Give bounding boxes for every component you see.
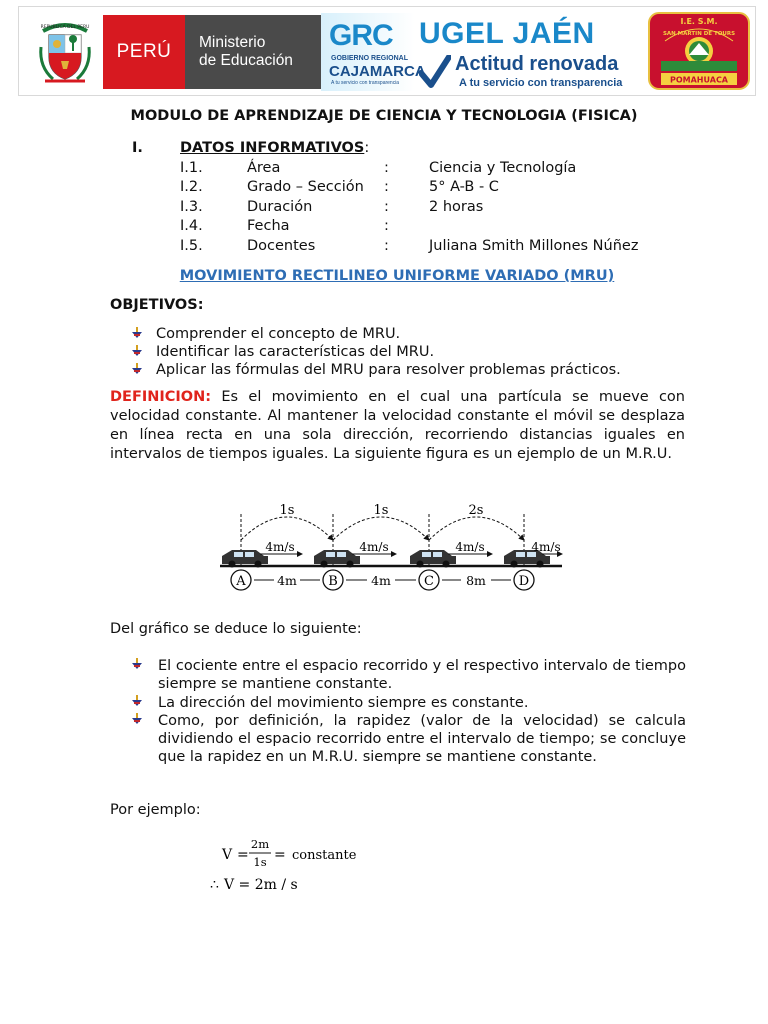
ministry-label-box — [185, 15, 321, 89]
distance-label: 4m — [277, 573, 297, 588]
info-colon: : — [384, 179, 389, 195]
speed-label: 4m/s — [531, 540, 561, 554]
info-field: Fecha — [247, 218, 290, 234]
objective-item — [130, 362, 621, 380]
ministry-line-2: de Educación — [199, 52, 293, 69]
point-label: D — [518, 574, 530, 589]
info-field: Grado – Sección — [247, 179, 364, 195]
objective-text: Aplicar las fórmulas del MRU para resolver problemas prácticos. — [156, 362, 621, 378]
deduction-text: El cociente entre el espacio recorrido y el respectivo intervalo de tiempo siempre se mantiene constante. — [158, 658, 686, 692]
deduction-item — [130, 657, 686, 693]
info-code: I.1. — [180, 160, 203, 176]
header-banner — [18, 6, 756, 96]
pushpin-bullet-icon — [130, 362, 156, 380]
deduction-text: Como, por definición, la rapidez (valor de la velocidad) se calcula dividiendo el espacio recorrido entre el intervalo de tiempo; se concluye que la rapidez en un M.R.U. siempre se mantiene constante. — [158, 713, 686, 765]
school-band-text: POMAHUACA — [669, 75, 729, 85]
grc-line-3: A tu servicio con transparencia — [331, 80, 400, 86]
info-value: 5° A-B - C — [429, 179, 499, 195]
document-title: MODULO DE APRENDIZAJE DE CIENCIA Y TECNOLOGIA (FISICA) — [130, 108, 638, 124]
pushpin-bullet-icon — [130, 657, 156, 676]
checkmark-icon — [419, 55, 451, 89]
ugel-slogan: Actitud renovada — [455, 53, 619, 75]
deduction-text: La dirección del movimiento siempre es constante. — [158, 695, 529, 711]
peru-label-box — [103, 15, 185, 89]
info-colon: : — [384, 199, 389, 215]
coat-of-arms-icon — [35, 17, 95, 87]
time-arc — [429, 517, 524, 540]
grc-logo-text: GRC — [329, 19, 393, 52]
distance-label: 4m — [371, 573, 391, 588]
distance-label: 8m — [466, 573, 486, 588]
ministry-line-1: Ministerio — [199, 34, 266, 51]
time-label: 2s — [468, 503, 484, 518]
section-heading — [132, 140, 369, 156]
definition-label: DEFINICION: — [110, 389, 212, 405]
formula-lhs: V — [222, 847, 233, 863]
school-top-text: I.E. S.M. — [680, 17, 718, 26]
info-colon: : — [384, 238, 389, 254]
objectives-heading: OBJETIVOS: — [110, 297, 204, 313]
section-number: I. — [132, 140, 143, 156]
school-crest — [647, 11, 751, 91]
info-code: I.5. — [180, 238, 203, 254]
speed-label: 4m/s — [265, 540, 295, 554]
formula-equals-2: = — [274, 847, 286, 863]
ugel-tagline: A tu servicio con transparencia — [459, 77, 623, 89]
point-label: B — [328, 574, 338, 589]
pushpin-bullet-icon — [130, 344, 156, 362]
mru-diagram — [216, 500, 566, 596]
peru-label: PERÚ — [116, 41, 172, 62]
pushpin-bullet-icon — [130, 326, 156, 344]
info-field: Docentes — [247, 238, 316, 254]
deduction-item — [130, 712, 686, 766]
objective-text: Identificar las características del MRU. — [156, 344, 435, 360]
formula-denominator: 1s — [253, 855, 267, 869]
school-crest-icon — [647, 11, 751, 91]
section-colon: : — [364, 140, 370, 156]
time-label: 1s — [279, 503, 295, 518]
definition-text: Es el movimiento en el cual una partícula se mueve con velocidad constante. Al mantener la velocidad constante el móvil se desplaza en línea recta en una sola dirección, recorriendo distancias iguales en intervalos de tiempos iguales. La siguiente figura es un ejemplo de un M.R.U. — [110, 389, 685, 462]
shield-caption: REPUBLICA DEL PERU — [40, 25, 90, 30]
example-intro: Por ejemplo: — [110, 802, 201, 818]
velocity-formula — [208, 832, 378, 896]
ugel-title: UGEL JAÉN — [419, 17, 595, 50]
peru-coat-of-arms — [29, 15, 101, 89]
info-value: Ciencia y Tecnología — [429, 160, 577, 176]
info-field: Área — [247, 160, 281, 176]
formula-numerator: 2m — [250, 837, 270, 851]
objective-item — [130, 344, 434, 362]
info-colon: : — [384, 218, 389, 234]
grc-line-1: GOBIERNO REGIONAL — [331, 55, 409, 62]
therefore-symbol: ∴ — [210, 877, 219, 893]
grc-line-2: CAJAMARCA — [329, 63, 426, 80]
speed-label: 4m/s — [455, 540, 485, 554]
point-label: C — [424, 574, 434, 589]
speed-label: 4m/s — [359, 540, 389, 554]
time-arc — [333, 517, 429, 540]
info-value: Juliana Smith Millones Núñez — [429, 238, 639, 254]
info-code: I.3. — [180, 199, 203, 215]
ugel-logo — [321, 13, 633, 91]
formula-rhs: constante — [292, 848, 357, 863]
info-value: 2 horas — [429, 199, 484, 215]
school-arc-text: SAN MARTIN DE TOURS — [662, 31, 736, 37]
government-logo — [29, 15, 321, 89]
objective-item — [130, 326, 400, 344]
time-label: 1s — [373, 503, 389, 518]
objective-text: Comprender el concepto de MRU. — [156, 326, 401, 342]
info-code: I.2. — [180, 179, 203, 195]
info-colon: : — [384, 160, 389, 176]
info-code: I.4. — [180, 218, 203, 234]
formula-equals: = — [237, 847, 249, 863]
point-label: A — [236, 574, 246, 589]
pushpin-bullet-icon — [130, 694, 156, 713]
formula-result: V = 2m / s — [224, 877, 298, 893]
section-label: DATOS INFORMATIVOS — [180, 140, 365, 156]
topic-heading: MOVIMIENTO RECTILINEO UNIFORME VARIADO (MRU) — [179, 268, 615, 284]
info-field: Duración — [247, 199, 313, 215]
pushpin-bullet-icon — [130, 712, 156, 731]
definition-paragraph — [110, 388, 685, 464]
time-arc — [241, 517, 333, 540]
deduction-item — [130, 694, 686, 712]
deduce-intro: Del gráfico se deduce lo siguiente: — [110, 621, 362, 637]
